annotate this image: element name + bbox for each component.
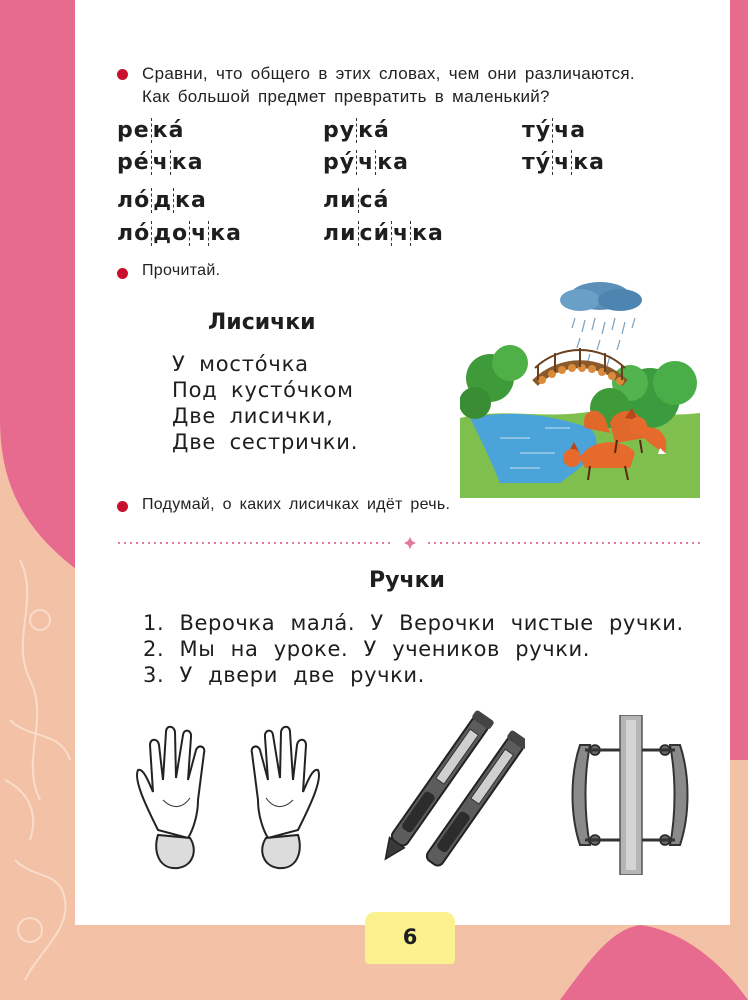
word-tuchka: ту́ ч ка [522,150,605,175]
instruction-text: Сравни, что общего в этих словах, чем они различаются. [142,64,635,83]
poem-line: Две сестрички. [172,430,359,454]
bridge-illustration [535,348,625,385]
word-lisichka: ли си́ ч ка [323,221,444,246]
word-rechka: ре́ ч ка [117,150,204,175]
poem-line: У мосто́чка [172,352,309,376]
section-title: Ручки [369,568,445,593]
bullet-marker [117,268,128,279]
bullet-marker [117,69,128,80]
poem-line: Две лисички, [172,404,334,428]
word-lodochka: ло́ до ч ка [117,221,243,246]
poem-line: Под кусто́чком [172,378,354,402]
instruction-text: Как большой предмет превратить в маленький? [142,87,550,106]
word-tucha: ту́ ча [522,118,587,143]
question-text: Подумай, о каких лисичках идёт речь. [142,496,451,513]
word-reka: ре ка́ [117,118,185,143]
word-ruchka: ру́ ч ка [323,150,409,175]
hands-illustration [128,720,328,880]
word-ruka: ру ка́ [323,118,390,143]
fox-bridge-illustration [460,268,700,498]
word-lisa: ли са́ [323,188,390,213]
sentence: 2. Мы на уроке. У учеников ручки. [143,637,591,661]
pens-illustration [375,700,525,880]
sentence: 1. Верочка мала́. У Верочки чистые ручки. [143,611,684,635]
instruction-text: Прочитай. [142,262,221,279]
star-ornament-icon [404,537,416,549]
door-handle-illustration [570,715,690,875]
word-lodka: ло́ д ка [117,188,207,213]
page-number: 6 [365,912,455,964]
sentence: 3. У двери две ручки. [143,663,425,687]
bullet-marker [117,501,128,512]
section-divider [118,537,703,549]
poem-title: Лисички [208,310,316,335]
